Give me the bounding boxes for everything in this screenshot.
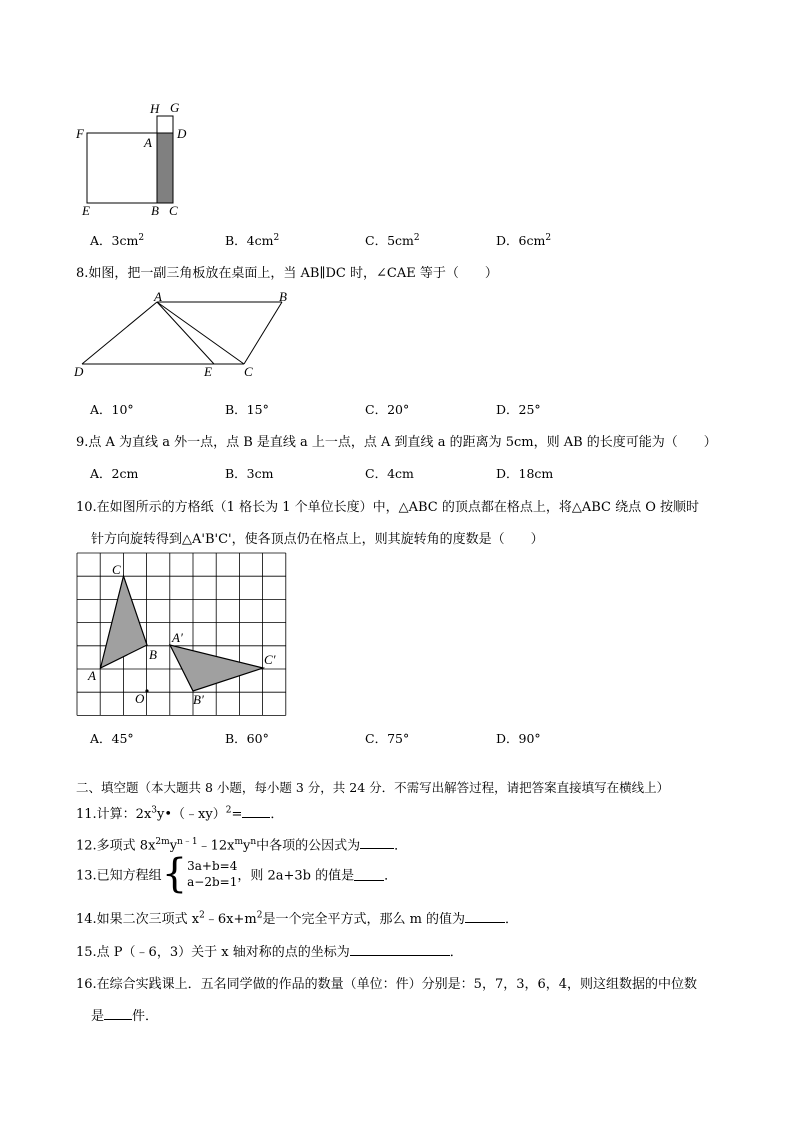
- label-c-prime: C′: [264, 652, 276, 667]
- equation-system: 3a+b=4 a−2b=1: [187, 859, 238, 889]
- q10-grid-figure: [70, 550, 292, 722]
- brace: {: [161, 851, 188, 897]
- answer-blank[interactable]: [104, 1007, 132, 1020]
- q9-option-b: B．3cm: [225, 466, 274, 481]
- q8-text: 8.如图，把一副三角板放在桌面上，当 AB∥DC 时，∠CAE 等于（ ）: [76, 266, 498, 281]
- label-a: A: [88, 668, 96, 683]
- label-a: A: [144, 135, 152, 150]
- q10-option-c: C．75°: [365, 731, 410, 746]
- q14-text: 14.如果二次三项式 $x^2﹣6x+m^2$是一个完全平方式，那么 m 的值为 ．: [76, 910, 519, 927]
- label-e: E: [82, 203, 90, 218]
- q10-option-b: B．60°: [225, 731, 269, 746]
- label-c: C: [244, 364, 253, 379]
- label-g: G: [170, 100, 180, 115]
- triangle-abc: [101, 576, 148, 668]
- q7-option-c: C．$5cm^2$: [365, 232, 420, 248]
- q8-option-b: B．15°: [225, 402, 269, 417]
- q11-text: 11.计算：$2x^3y•(﹣xy)^2=$ ．: [76, 805, 284, 822]
- label-c: C: [112, 562, 121, 577]
- q9-option-d: D．18cm: [496, 466, 554, 481]
- rectangle-hg: [157, 116, 173, 133]
- label-c: C: [169, 203, 178, 218]
- answer-blank[interactable]: [242, 805, 270, 818]
- q12-text: 12.多项式 $8x^{2m}y^{n﹣1}﹣12x^my^n$中各项的公因式为 ．: [76, 837, 408, 854]
- label-o: O: [135, 691, 145, 706]
- q8-figure: [70, 292, 300, 382]
- q10-text-line1: 10.在如图所示的方格纸（1 格长为 1 个单位长度）中，△ABC 的顶点都在格点上，将△ABC 绕点 O 按顺时: [76, 500, 700, 515]
- q8-option-d: D．25°: [496, 402, 541, 417]
- label-d: D: [74, 364, 84, 379]
- q9-text: 9.点 A 为直线 a 外一点，点 B 是直线 a 上一点，点 A 到直线 a 的距离为 5cm，则 AB 的长度可能为（ ）: [76, 435, 717, 450]
- q16-text-line1: 16.在综合实践课上．五名同学做的作品的数量（单位：件）分别是：5，7，3，6，4，则这组数据的中位数: [76, 977, 698, 992]
- label-b: B: [149, 647, 157, 662]
- q16-text-line2: 是 件．: [91, 1009, 159, 1024]
- point-o: [145, 689, 148, 692]
- label-h: H: [150, 101, 160, 116]
- q9-option-c: C．4cm: [365, 466, 414, 481]
- label-d: D: [177, 126, 187, 141]
- label-f: F: [76, 126, 84, 141]
- section2-heading: 二、填空题（本大题共 8 小题，每小题 3 分，共 24 分．不需写出解答过程，请把答案直接填写在横线上）: [76, 780, 670, 795]
- label-e: E: [204, 364, 212, 379]
- label-a-prime: A′: [172, 630, 183, 645]
- q7-option-a: A．$3cm^2$: [90, 232, 145, 248]
- q13-text: 13.已知方程组{3a+b=4 a−2b=1，则 2a+3b 的值是 ．: [76, 851, 398, 897]
- q10-option-d: D．90°: [496, 731, 541, 746]
- q7-option-b: B．$4cm^2$: [225, 232, 280, 248]
- shaded-rectangle-abcd: [157, 133, 173, 203]
- label-a: A: [154, 292, 162, 304]
- label-b: B: [279, 292, 287, 304]
- answer-blank[interactable]: [360, 836, 394, 849]
- q10-option-a: A．45°: [90, 731, 134, 746]
- q15-text: 15.点 P（﹣6，3）关于 x 轴对称的点的坐标为 ．: [76, 945, 463, 960]
- q7-figure: [70, 96, 200, 220]
- answer-blank[interactable]: [354, 868, 384, 881]
- q9-option-a: A．2cm: [90, 466, 139, 481]
- q8-option-c: C．20°: [365, 402, 410, 417]
- label-b: B: [151, 203, 159, 218]
- answer-blank[interactable]: [465, 910, 505, 923]
- q7-option-d: D．$6cm^2$: [496, 232, 552, 248]
- answer-blank[interactable]: [350, 943, 450, 956]
- label-b-prime: B′: [193, 692, 204, 707]
- q8-option-a: A．10°: [90, 402, 134, 417]
- q10-text-line2: 针方向旋转得到△A'B'C'，使各顶点仍在格点上，则其旋转角的度数是（ ）: [91, 532, 544, 547]
